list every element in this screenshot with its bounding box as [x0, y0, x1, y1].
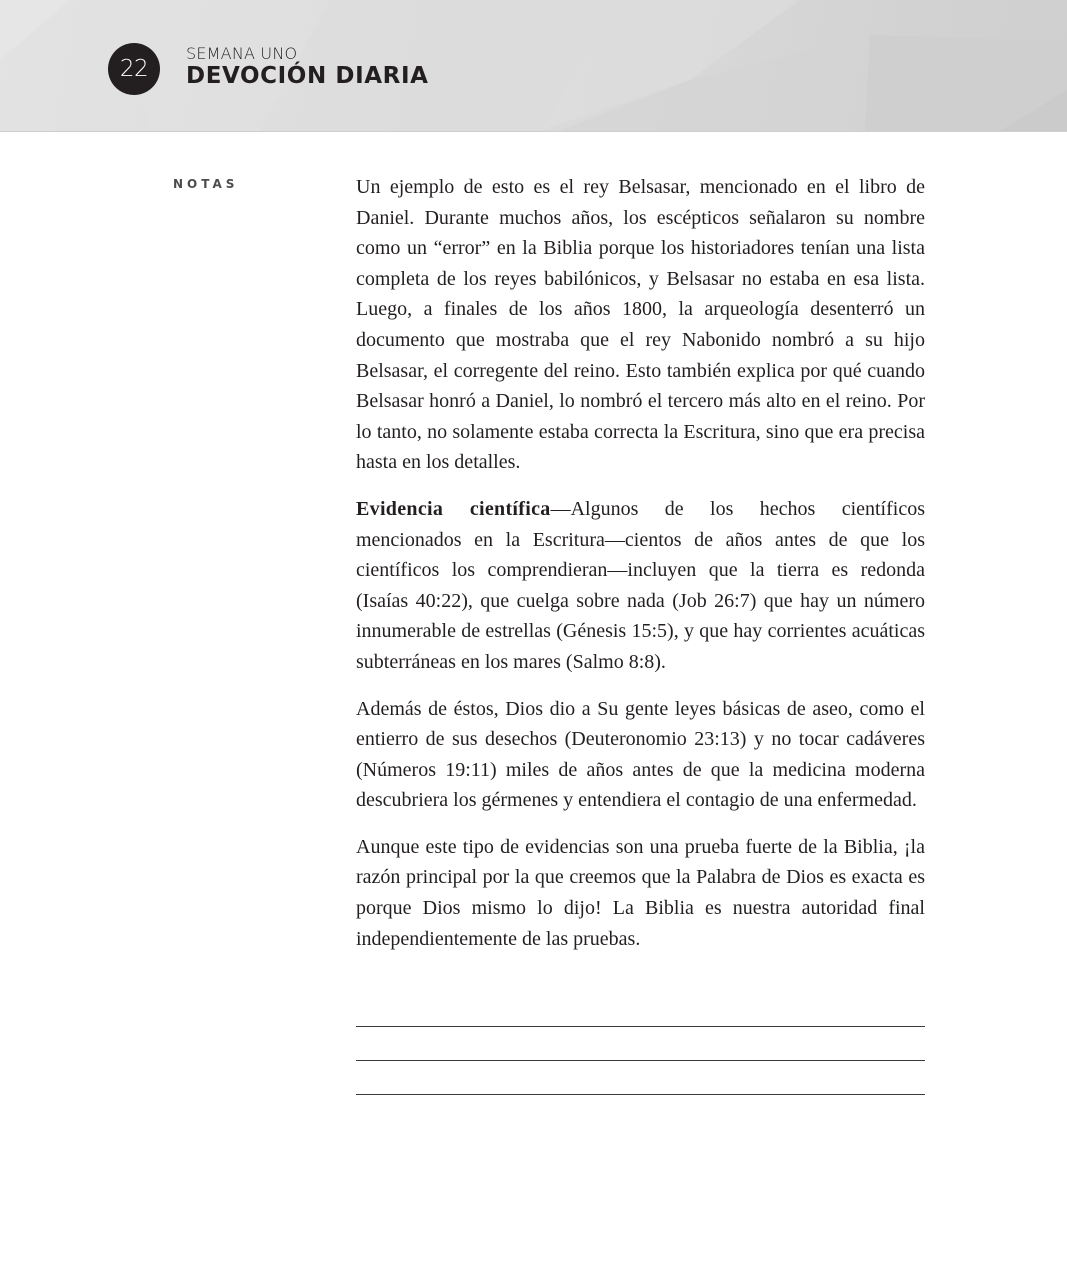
- header-titles: [186, 45, 429, 90]
- paragraph-scientific-evidence: [356, 494, 925, 678]
- paragraph-hygiene-laws: [356, 694, 925, 816]
- writing-line[interactable]: [356, 1060, 925, 1061]
- notes-label: NOTAS: [173, 177, 239, 191]
- paragraph-text: Aunque este tipo de evidencias son una prueba fuerte de la Biblia, ¡la razón principal por la que creemos que la Palabra de Dios es exacta es porque Dios mismo lo dijo! La Biblia es nuestra autoridad final independientemente de las pruebas.: [356, 835, 925, 950]
- notes-writing-lines: [356, 1026, 925, 1128]
- paragraph-conclusion: [356, 832, 925, 954]
- section-title: DEVOCIÓN DIARIA: [186, 63, 429, 89]
- paragraph-text: Además de éstos, Dios dio a Su gente leyes básicas de aseo, como el entierro de sus desechos (Deuteronomio 23:13) y no tocar cadáveres (Números 19:11) miles de años antes de que la medicina moderna descubriera los gérmenes y entendiera el contagio de una enfermedad.: [356, 697, 925, 812]
- paragraph-belsasar: [356, 172, 925, 478]
- devotional-body: [356, 172, 925, 970]
- paragraph-text: —Algunos de los hechos científicos mencionados en la Escritura—cientos de años antes de que los científicos los comprendieran—incluyen que la tierra es redonda (Isaías 40:22), que cuelga sobre nada (Job 26:7) que hay un número innumerable de estrellas (Génesis 15:5), y que hay corrientes acuáticas subterráneas en los mares (Salmo 8:8).: [356, 497, 925, 673]
- page-number-badge: [108, 43, 160, 95]
- page-header: [0, 0, 1067, 132]
- paragraph-lead-heading: Evidencia científica: [356, 497, 551, 520]
- faceted-background-pattern: [0, 0, 1067, 131]
- week-label: SEMANA UNO: [186, 44, 298, 63]
- writing-line[interactable]: [356, 1026, 925, 1027]
- writing-line[interactable]: [356, 1094, 925, 1095]
- page-number: 22: [119, 56, 149, 82]
- paragraph-text: Un ejemplo de esto es el rey Belsasar, mencionado en el libro de Daniel. Durante muchos años, los escépticos señalaron su nombre como un “error” en la Biblia porque los historiadores tenían una lista completa de los reyes babilónicos, y Belsasar no estaba en esa lista. Luego, a finales de los años 1800, la arqueología desenterró un documento que mostraba que el rey Nabonido nombró a su hijo Belsasar, el corregente del reino. Esto también explica por qué cuando Belsasar honró a Daniel, lo nombró el tercero más alto en el reino. Por lo tanto, no solamente estaba correcta la Escritura, sino que era precisa hasta en los detalles.: [356, 176, 925, 474]
